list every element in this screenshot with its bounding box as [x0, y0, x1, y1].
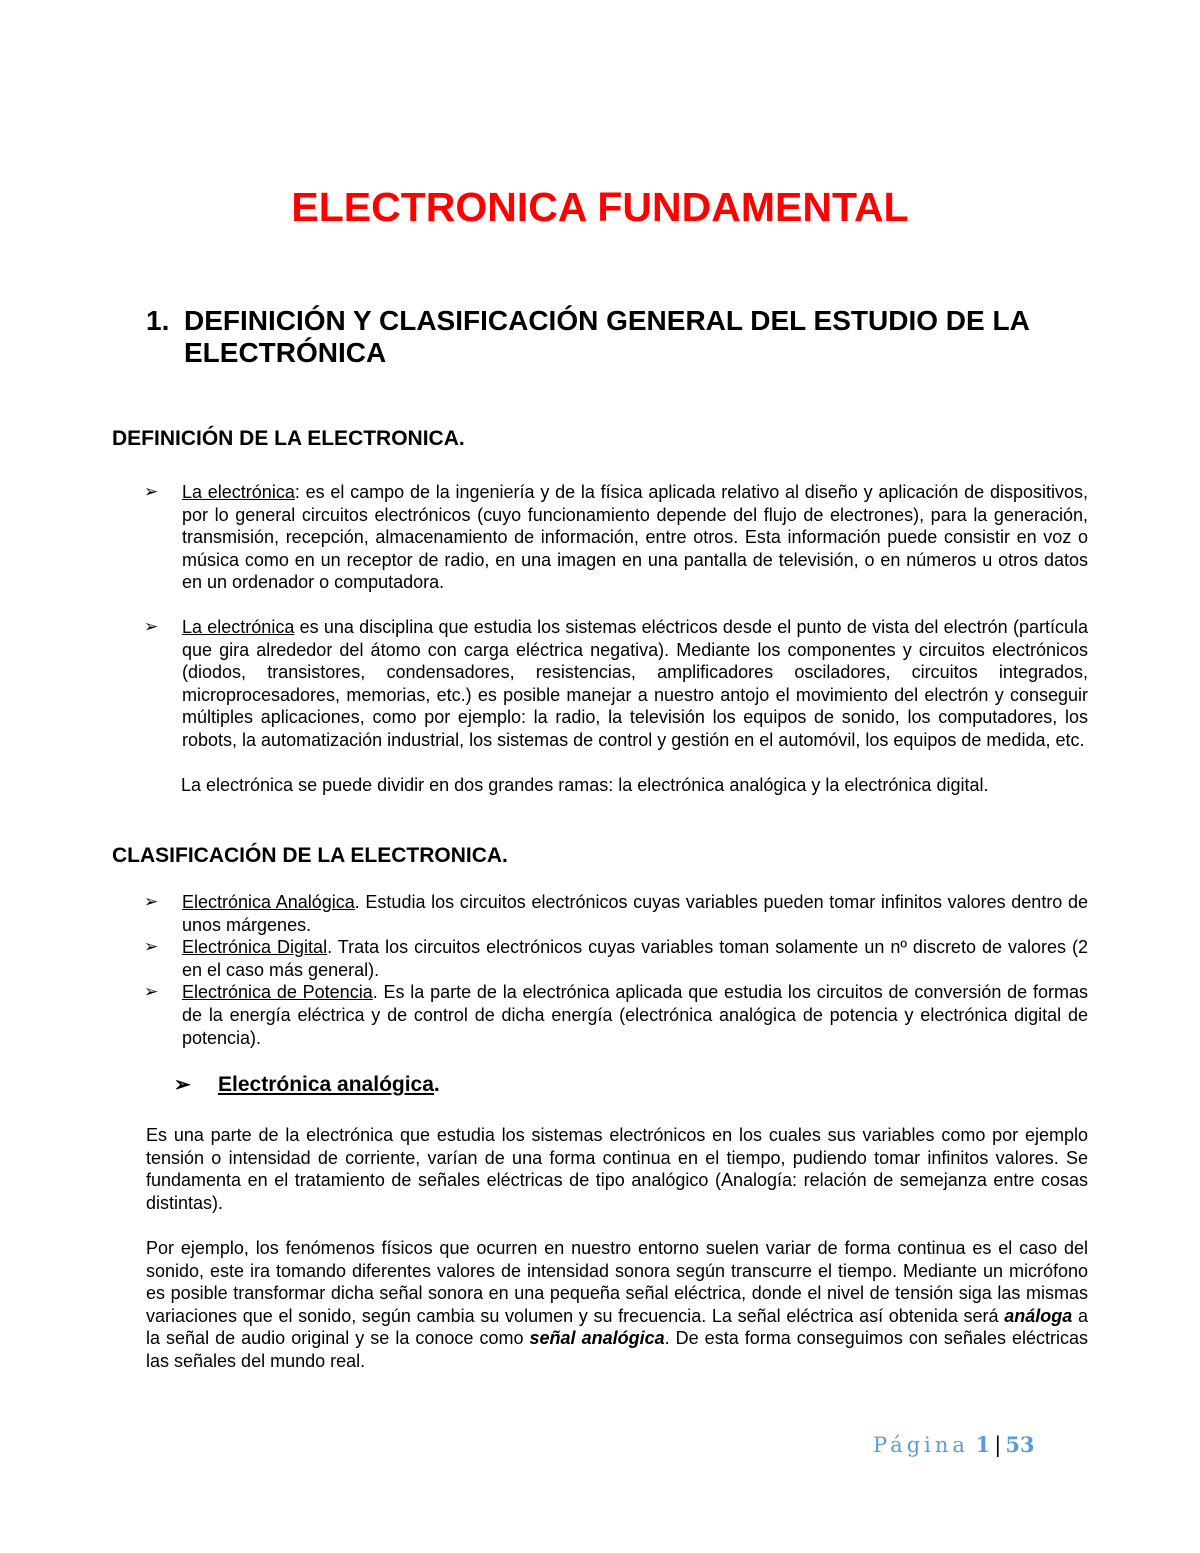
section-number: 1.: [146, 305, 170, 336]
section-heading-1: [146, 305, 1096, 369]
definicion-list: [112, 481, 1088, 594]
paragraph-text: . De esta forma conseguimos con señales eléctricas las señales del mundo real.: [146, 1328, 1089, 1371]
page-separator: |: [994, 1433, 1002, 1457]
paragraph-text: Por ejemplo, los fenómenos físicos que ocurren en nuestro entorno suelen variar de forma continua es el caso del sonido, este ira tomando diferentes valores de intensidad sonora según transcurre el tiempo. Mediante un micrófono es posible transformar dicha señal sonora en una pequeña señal eléctrica, donde el nivel de tensión siga las mismas variaciones que el sonido, según cambia su volumen y su frecuencia. La señal eléctrica así obtenida será: [146, 1238, 1088, 1326]
document-title: ELECTRONICA FUNDAMENTAL: [291, 184, 909, 230]
clasificacion-heading: CLASIFICACIÓN DE LA ELECTRONICA.: [112, 844, 508, 867]
arrow-bullet-icon: ➢: [144, 937, 159, 957]
arrow-bullet-icon: ➢: [144, 982, 159, 1002]
paragraph-text: a la señal de audio original y se la conoce como: [146, 1305, 1089, 1349]
item-text: . Estudia los circuitos electrónicos cuyas variables pueden tomar infinitos valores dentro de unos márgenes.: [182, 892, 1088, 935]
list-item: [112, 891, 1088, 936]
page-total: 53: [1005, 1432, 1035, 1457]
analogica-paragraph-2: [146, 1237, 1088, 1373]
list-item: [112, 481, 1088, 594]
list-item: [112, 981, 1088, 1049]
definicion-heading: DEFINICIÓN DE LA ELECTRONICA.: [112, 427, 465, 450]
clasificacion-list: [112, 891, 1088, 1049]
analogica-paragraph-1: Es una parte de la electrónica que estudia los sistemas electrónicos en los cuales sus variables como por ejemplo tensión o intensidad de corriente, varían de una forma continua en el tiempo, pudiendo tomar infinitos valores. Se fundamenta en el tratamiento de señales eléctricas de tipo analógico (Analogía: relación de semejanza entre cosas distintas).: [146, 1125, 1088, 1213]
page-number: 1: [975, 1432, 991, 1457]
definicion-closing: La electrónica se puede dividir en dos grandes ramas: la electrónica analógica y la electrónica digital.: [181, 775, 989, 795]
definicion-list-2: [112, 616, 1088, 752]
term: Electrónica Analógica: [182, 892, 355, 912]
bold-term-analoga: análoga: [1004, 1305, 1073, 1326]
term: Electrónica Digital: [182, 937, 328, 958]
section-heading-text: DEFINICIÓN Y CLASIFICACIÓN GENERAL DEL ESTUDIO DE LA ELECTRÓNICA: [184, 305, 1029, 368]
term: La electrónica: [182, 617, 295, 637]
page-label: Página: [873, 1433, 969, 1457]
arrow-bullet-icon: ➢: [144, 617, 159, 636]
item-text: . Es la parte de la electrónica aplicada que estudia los circuitos de conversión de formas de la energía eléctrica y de control de dicha energía (electrónica analógica de potencia y electrónica digital de potencia).: [182, 982, 1088, 1048]
bold-term-senal-analogica: señal analógica: [529, 1328, 665, 1349]
list-item: [112, 936, 1088, 981]
arrow-bullet-icon: ➢: [174, 1074, 191, 1096]
item-text: : es el campo de la ingeniería y de la física aplicada relativo al diseño y aplicación de dispositivos, por lo general circuitos electrónicos (cuyo funcionamiento depende del flujo de electrones), para la generación, transmisión, recepción, almacenamiento de información, entre otros. Esta información puede consistir en voz o música como en un receptor de radio, en una imagen en una pantalla de televisión, o en números u otros datos en un ordenador o computadora.: [182, 482, 1088, 593]
analogica-heading: [174, 1072, 440, 1098]
page-footer: [873, 1432, 1035, 1458]
item-text: . Trata los circuitos electrónicos cuyas variables toman solamente un nº discreto de valores (2 en el caso más general).: [182, 937, 1089, 980]
arrow-bullet-icon: ➢: [144, 482, 159, 501]
arrow-bullet-icon: ➢: [144, 892, 159, 911]
analogica-heading-suffix: .: [433, 1073, 440, 1096]
term: La electrónica: [182, 482, 295, 502]
item-text: es una disciplina que estudia los sistemas eléctricos desde el punto de vista del electrón (partícula que gira alrededor del átomo con carga eléctrica negativa). Mediante los componentes y circuitos electrónicos (diodos, transistores, condensadores, resistencias, amplificadores osciladores, circuitos integrados, microprocesadores, memorias, etc.) es posible manejar a nuestro antojo el movimiento del electrón y conseguir múltiples aplicaciones, como por ejemplo: la radio, la televisión los equipos de sonido, los computadores, los robots, la automatización industrial, los sistemas de control y gestión en el automóvil, los equipos de medida, etc.: [182, 617, 1088, 750]
term: Electrónica de Potencia: [182, 982, 373, 1003]
list-item: [112, 616, 1088, 752]
analogica-heading-text: Electrónica analógica: [218, 1073, 434, 1096]
